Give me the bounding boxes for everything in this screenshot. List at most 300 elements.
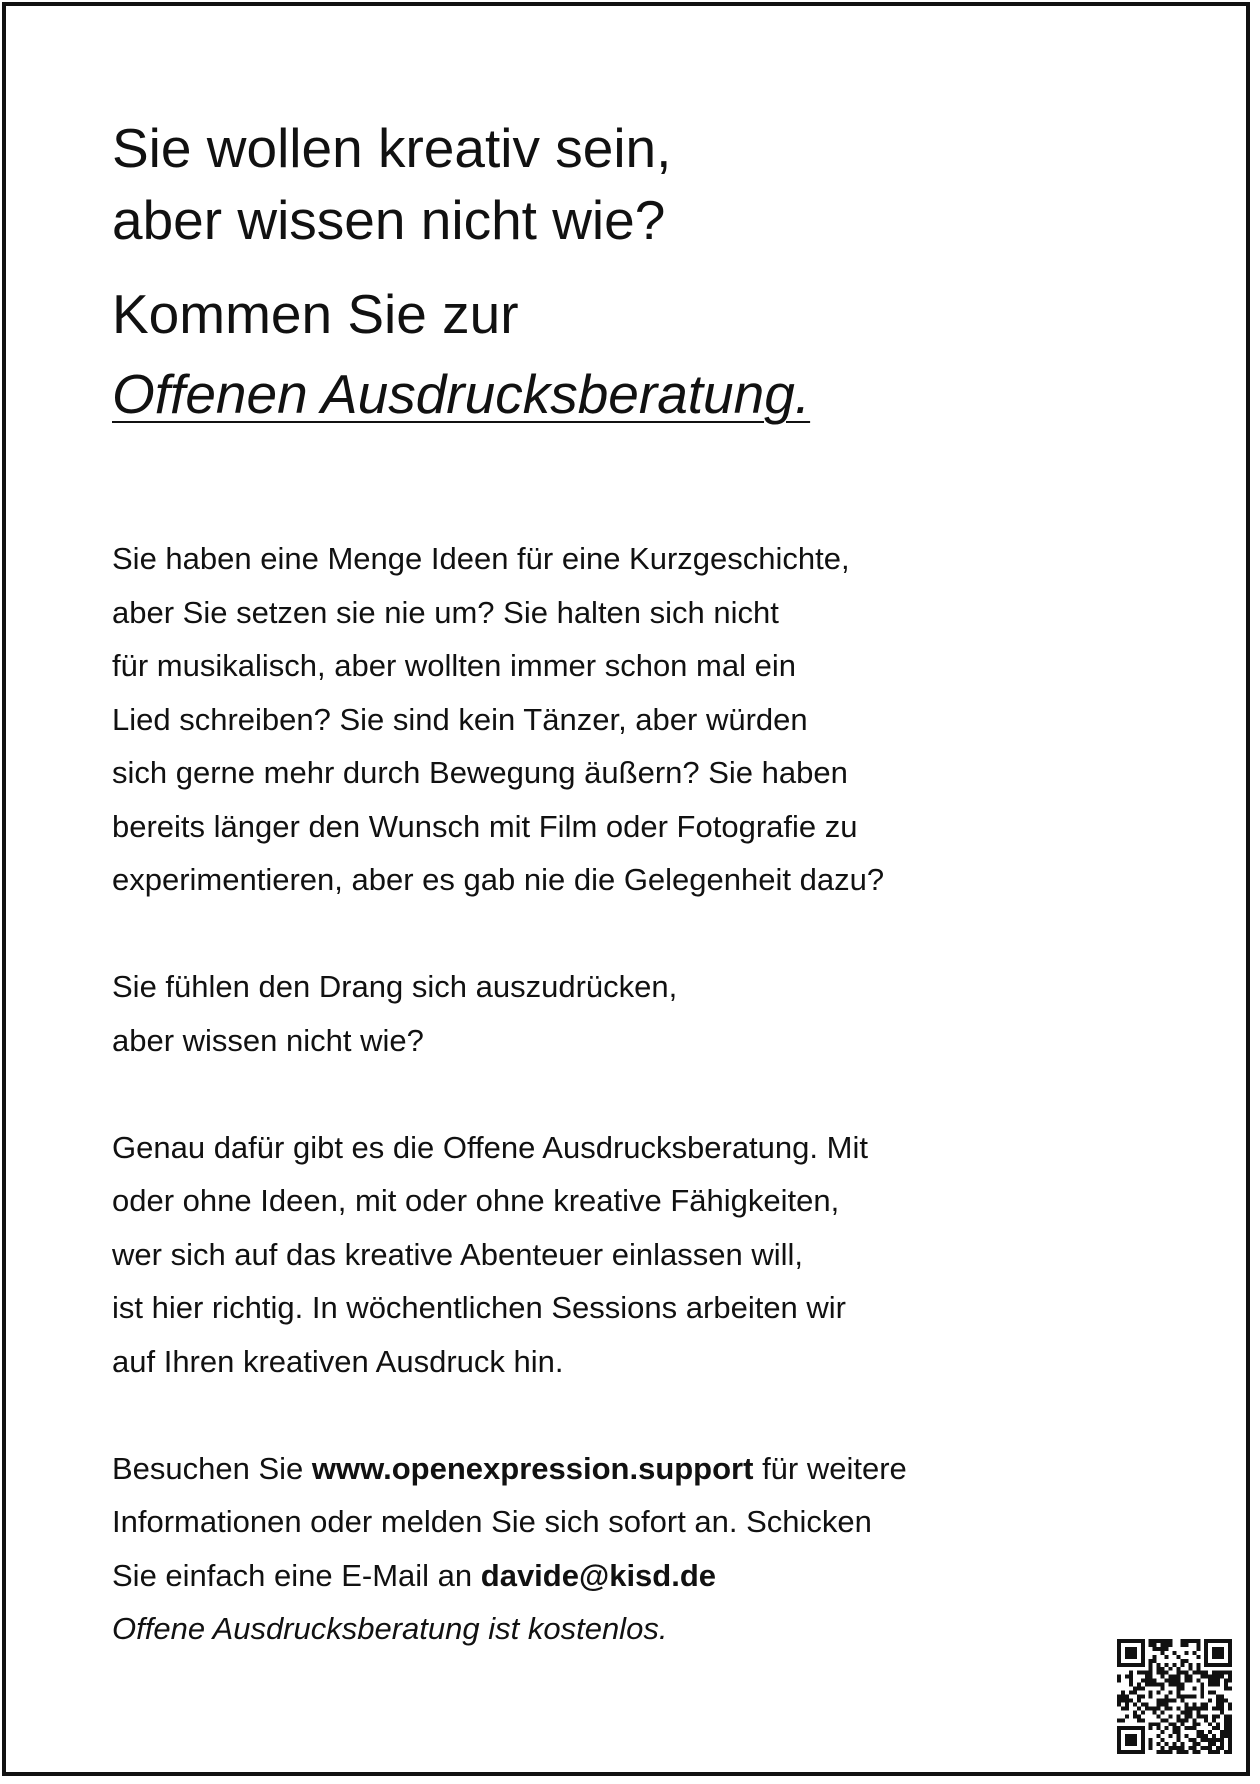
qr-module [1117,1742,1121,1746]
qr-module [1204,1651,1208,1655]
qr-module [1137,1687,1141,1691]
qr-module [1216,1746,1220,1750]
qr-module [1192,1687,1196,1691]
qr-module [1137,1663,1141,1667]
qr-module [1200,1683,1204,1687]
qr-module [1145,1671,1149,1675]
qr-module [1216,1698,1220,1702]
qr-module [1117,1718,1121,1722]
qr-module [1161,1639,1165,1643]
qr-module [1192,1695,1196,1699]
qr-module [1216,1639,1220,1643]
qr-module [1137,1683,1141,1687]
qr-module [1180,1643,1184,1647]
qr-module [1149,1643,1153,1647]
qr-module [1192,1706,1196,1710]
qr-module [1173,1730,1177,1734]
qr-module [1212,1718,1216,1722]
qr-module [1149,1671,1153,1675]
qr-module [1216,1750,1220,1754]
qr-module [1125,1675,1129,1679]
qr-module [1121,1663,1125,1667]
qr-module [1208,1683,1212,1687]
qr-module [1212,1679,1216,1683]
qr-module [1153,1647,1157,1651]
qr-module [1121,1718,1125,1722]
qr-module [1192,1651,1196,1655]
qr-module [1149,1663,1153,1667]
qr-module [1137,1750,1141,1754]
qr-module [1149,1675,1153,1679]
qr-module [1188,1663,1192,1667]
qr-module [1153,1659,1157,1663]
qr-module [1161,1698,1165,1702]
qr-module [1216,1671,1220,1675]
qr-module [1176,1738,1180,1742]
qr-module [1145,1679,1149,1683]
qr-module [1125,1655,1129,1659]
qr-module [1208,1750,1212,1754]
qr-module [1117,1675,1121,1679]
qr-module [1165,1750,1169,1754]
qr-module [1117,1663,1121,1667]
qr-module [1212,1726,1216,1730]
qr-module [1173,1726,1177,1730]
qr-module [1212,1691,1216,1695]
qr-module [1129,1726,1133,1730]
qr-module [1133,1710,1137,1714]
qr-module [1153,1655,1157,1659]
qr-module [1228,1671,1232,1675]
qr-module [1141,1746,1145,1750]
qr-module [1141,1718,1145,1722]
qr-module [1129,1675,1133,1679]
qr-module [1169,1679,1173,1683]
qr-module [1220,1639,1224,1643]
qr-module [1173,1663,1177,1667]
qr-module [1180,1639,1184,1643]
qr-module [1224,1687,1228,1691]
qr-module [1161,1702,1165,1706]
qr-module [1165,1639,1169,1643]
qr-module [1173,1742,1177,1746]
qr-module [1141,1679,1145,1683]
qr-module [1125,1639,1129,1643]
qr-module [1192,1722,1196,1726]
qr-module [1141,1702,1145,1706]
qr-module [1117,1702,1121,1706]
qr-module [1121,1639,1125,1643]
qr-module [1169,1667,1173,1671]
qr-module [1176,1734,1180,1738]
qr-module [1133,1639,1137,1643]
qr-module [1224,1663,1228,1667]
qr-module [1212,1742,1216,1746]
qr-module [1137,1726,1141,1730]
qr-module [1141,1671,1145,1675]
qr-module [1173,1651,1177,1655]
qr-module [1165,1726,1169,1730]
qr-module [1228,1750,1232,1754]
contact-visit-suffix: für weitere [753,1450,907,1486]
qr-module [1129,1691,1133,1695]
qr-module [1228,1706,1232,1710]
qr-module [1220,1702,1224,1706]
qr-module [1228,1679,1232,1683]
qr-module [1200,1691,1204,1695]
qr-module [1173,1683,1177,1687]
qr-module [1125,1726,1129,1730]
qr-module [1196,1734,1200,1738]
qr-module [1157,1714,1161,1718]
qr-module [1220,1695,1224,1699]
qr-module [1200,1671,1204,1675]
qr-module [1117,1639,1121,1643]
qr-module [1165,1718,1169,1722]
qr-module [1200,1746,1204,1750]
qr-module [1129,1663,1133,1667]
qr-module [1157,1750,1161,1754]
qr-module [1216,1738,1220,1742]
qr-module [1200,1695,1204,1699]
qr-module [1121,1695,1125,1699]
qr-module [1133,1742,1137,1746]
qr-module [1129,1647,1133,1651]
qr-module [1133,1655,1137,1659]
qr-module [1157,1702,1161,1706]
qr-module [1204,1655,1208,1659]
paragraph-line: experimentieren, aber es gab nie die Gelegenheit dazu? [112,862,885,897]
qr-module [1121,1750,1125,1754]
contact-email-line [112,1549,1142,1603]
qr-module [1169,1746,1173,1750]
qr-module [1196,1722,1200,1726]
qr-module [1176,1691,1180,1695]
qr-module [1228,1639,1232,1643]
paragraph-line: ist hier richtig. In wöchentlichen Sessions arbeiten wir [112,1290,847,1325]
qr-module [1117,1659,1121,1663]
qr-module [1208,1742,1212,1746]
qr-module [1180,1659,1184,1663]
qr-module [1208,1675,1212,1679]
qr-module [1137,1695,1141,1699]
qr-module [1228,1722,1232,1726]
qr-module [1125,1702,1129,1706]
qr-module [1224,1730,1228,1734]
qr-module [1141,1687,1145,1691]
qr-module [1117,1679,1121,1683]
qr-module [1169,1643,1173,1647]
qr-module [1161,1710,1165,1714]
qr-module [1200,1730,1204,1734]
qr-module [1220,1730,1224,1734]
qr-module [1121,1706,1125,1710]
qr-module [1129,1742,1133,1746]
qr-module [1220,1663,1224,1667]
qr-module [1169,1734,1173,1738]
qr-module [1220,1698,1224,1702]
qr-module [1212,1738,1216,1742]
qr-module [1169,1675,1173,1679]
paragraph-offer [112,1121,1142,1389]
email-link[interactable]: davide@kisd.de [480,1557,717,1593]
qr-module [1224,1698,1228,1702]
qr-module [1141,1639,1145,1643]
qr-module [1129,1651,1133,1655]
qr-module [1196,1742,1200,1746]
qr-module [1176,1687,1180,1691]
qr-module [1204,1675,1208,1679]
qr-module [1161,1667,1165,1671]
paragraph-line: Sie haben eine Menge Ideen für eine Kurzgeschichte, [112,541,850,576]
qr-module [1161,1687,1165,1691]
qr-module [1141,1659,1145,1663]
qr-module [1200,1714,1204,1718]
qr-module [1212,1663,1216,1667]
qr-module [1137,1706,1141,1710]
qr-module [1196,1655,1200,1659]
qr-module [1165,1643,1169,1647]
qr-module [1216,1647,1220,1651]
qr-module [1224,1750,1228,1754]
qr-module [1180,1750,1184,1754]
qr-module [1228,1718,1232,1722]
qr-module [1196,1639,1200,1643]
qr-module [1208,1698,1212,1702]
qr-module [1228,1702,1232,1706]
qr-module [1212,1683,1216,1687]
qr-module [1228,1726,1232,1730]
qr-module [1153,1643,1157,1647]
qr-module [1228,1663,1232,1667]
qr-module [1145,1683,1149,1687]
qr-module [1208,1730,1212,1734]
qr-module [1176,1726,1180,1730]
qr-module [1228,1655,1232,1659]
paragraph-line: Sie fühlen den Drang sich auszudrücken, [112,969,678,1004]
qr-module [1184,1734,1188,1738]
qr-module [1141,1647,1145,1651]
qr-module [1125,1651,1129,1655]
qr-module [1133,1687,1137,1691]
qr-module [1180,1695,1184,1699]
qr-module [1204,1706,1208,1710]
qr-module [1180,1687,1184,1691]
qr-module [1180,1671,1184,1675]
qr-module [1196,1643,1200,1647]
qr-module [1125,1742,1129,1746]
free-of-charge-note: Offene Ausdrucksberatung ist kostenlos. [112,1611,668,1646]
qr-module [1141,1695,1145,1699]
qr-module [1220,1655,1224,1659]
flyer-content [112,112,1142,1656]
qr-module [1200,1706,1204,1710]
qr-module [1220,1675,1224,1679]
qr-module [1161,1718,1165,1722]
qr-module [1169,1714,1173,1718]
paragraph-line: oder ohne Ideen, mit oder ohne kreative Fähigkeiten, [112,1183,840,1218]
qr-module [1149,1738,1153,1742]
qr-module [1216,1683,1220,1687]
qr-module [1149,1683,1153,1687]
qr-module [1196,1667,1200,1671]
qr-module [1149,1706,1153,1710]
qr-module [1212,1671,1216,1675]
qr-module [1165,1695,1169,1699]
paragraph-line: für musikalisch, aber wollten immer schon mal ein [112,648,796,683]
qr-module [1141,1655,1145,1659]
qr-module [1165,1706,1169,1710]
qr-module [1200,1687,1204,1691]
qr-module [1129,1734,1133,1738]
qr-module [1224,1639,1228,1643]
qr-module [1192,1746,1196,1750]
paragraph-line: bereits länger den Wunsch mit Film oder Fotografie zu [112,808,858,844]
qr-module [1176,1718,1180,1722]
qr-module [1149,1742,1153,1746]
qr-module [1196,1647,1200,1651]
qr-module [1129,1639,1133,1643]
qr-module [1176,1746,1180,1750]
qr-module [1141,1730,1145,1734]
qr-module [1125,1663,1129,1667]
qr-module [1129,1738,1133,1742]
qr-module [1204,1639,1208,1643]
qr-module [1228,1746,1232,1750]
qr-module [1117,1746,1121,1750]
paragraph-line: wer sich auf das kreative Abenteuer einlassen will, [112,1236,803,1272]
qr-module [1228,1734,1232,1738]
qr-module [1212,1706,1216,1710]
qr-module [1149,1667,1153,1671]
qr-module [1196,1679,1200,1683]
qr-module [1165,1742,1169,1746]
qr-module [1145,1706,1149,1710]
headline-invitation [112,274,1142,434]
qr-module [1145,1702,1149,1706]
qr-module [1188,1667,1192,1671]
qr-module [1220,1738,1224,1742]
qr-module [1161,1730,1165,1734]
qr-module [1173,1722,1177,1726]
qr-module [1220,1706,1224,1710]
qr-module [1149,1659,1153,1663]
qr-module [1216,1726,1220,1730]
qr-module [1192,1726,1196,1730]
paragraph-ideas [112,532,1142,907]
qr-module [1192,1639,1196,1643]
qr-module [1153,1639,1157,1643]
qr-module [1216,1663,1220,1667]
website-link[interactable]: www.openexpression.support [311,1450,754,1486]
qr-module [1204,1663,1208,1667]
qr-module [1129,1750,1133,1754]
qr-module [1220,1647,1224,1651]
qr-module [1228,1675,1232,1679]
qr-module [1228,1647,1232,1651]
qr-module [1145,1675,1149,1679]
qr-module [1228,1742,1232,1746]
qr-module [1184,1718,1188,1722]
qr-module [1157,1742,1161,1746]
qr-module [1180,1742,1184,1746]
qr-module [1165,1679,1169,1683]
qr-module [1220,1742,1224,1746]
qr-module [1117,1734,1121,1738]
qr-module [1153,1683,1157,1687]
qr-module [1125,1698,1129,1702]
qr-module [1117,1695,1121,1699]
qr-module [1149,1695,1153,1699]
qr-module [1133,1647,1137,1651]
qr-module [1137,1714,1141,1718]
qr-module [1220,1671,1224,1675]
qr-module [1173,1746,1177,1750]
qr-module [1141,1738,1145,1742]
qr-code-icon[interactable] [1117,1639,1232,1754]
qr-module [1117,1730,1121,1734]
qr-module [1137,1639,1141,1643]
qr-module [1208,1639,1212,1643]
qr-module [1184,1706,1188,1710]
qr-module [1133,1691,1137,1695]
qr-module [1180,1683,1184,1687]
qr-module [1224,1714,1228,1718]
qr-module [1125,1734,1129,1738]
qr-module [1173,1698,1177,1702]
qr-module [1212,1639,1216,1643]
qr-module [1216,1722,1220,1726]
qr-module [1216,1714,1220,1718]
qr-module [1149,1639,1153,1643]
qr-module [1117,1651,1121,1655]
qr-module [1216,1651,1220,1655]
qr-module [1117,1655,1121,1659]
qr-module [1184,1679,1188,1683]
qr-module [1121,1726,1125,1730]
qr-module [1188,1726,1192,1730]
qr-module [1161,1750,1165,1754]
qr-module [1192,1750,1196,1754]
contact-visit-line [112,1442,1142,1496]
qr-module [1180,1722,1184,1726]
qr-module [1169,1706,1173,1710]
qr-module [1188,1714,1192,1718]
qr-module [1212,1655,1216,1659]
qr-module [1141,1742,1145,1746]
qr-module [1117,1738,1121,1742]
qr-module [1153,1706,1157,1710]
qr-module [1176,1671,1180,1675]
qr-module [1141,1710,1145,1714]
qr-module [1200,1738,1204,1742]
qr-module [1149,1679,1153,1683]
paragraph-line: Lied schreiben? Sie sind kein Tänzer, aber würden [112,701,808,737]
qr-module [1184,1643,1188,1647]
qr-module [1204,1718,1208,1722]
qr-module [1129,1679,1133,1683]
qr-module [1208,1663,1212,1667]
qr-module [1216,1702,1220,1706]
qr-code-graphic [1117,1639,1232,1754]
qr-module [1161,1643,1165,1647]
qr-module [1196,1671,1200,1675]
qr-module [1176,1655,1180,1659]
qr-module [1125,1750,1129,1754]
qr-module [1188,1710,1192,1714]
qr-module [1173,1679,1177,1683]
contact-visit-prefix: Besuchen Sie [112,1450,312,1486]
